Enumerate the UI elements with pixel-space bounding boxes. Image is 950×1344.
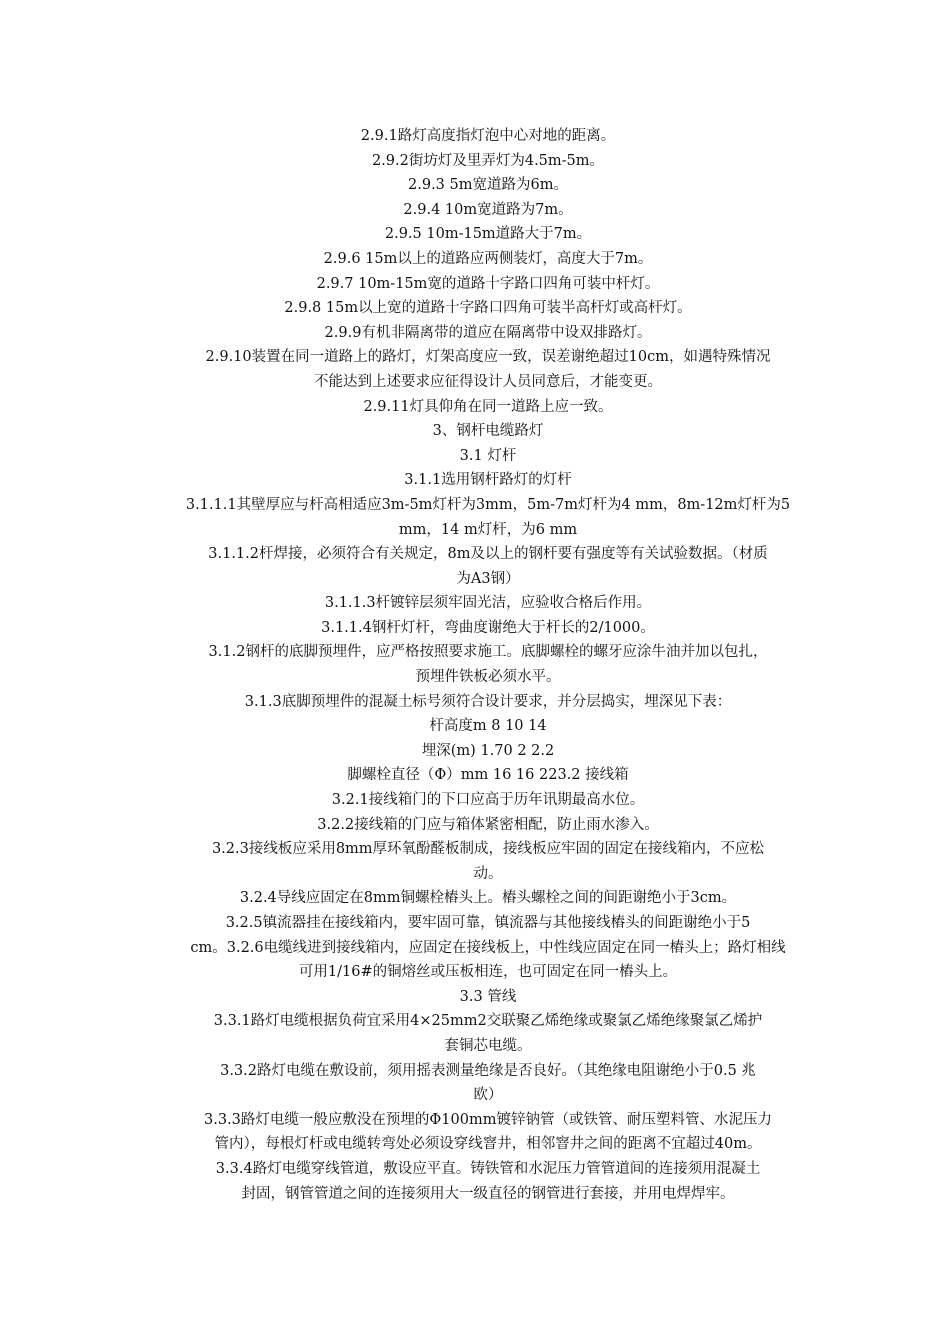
text-line: 不能达到上述要求应征得设计人员同意后，才能变更。 [314,373,662,390]
text-line: 2.9.4 10m宽道路为7m。 [403,201,573,218]
text-line: 可用1/16#的铜熔丝或压板相连，也可固定在同一樁头上。 [298,964,678,981]
text-line: cm。3.2.6电缆线进到接线箱内，应固定在接线板上，中性线应固定在同一樁头上；路灯相线 [190,939,786,956]
text-line: 2.9.2街坊灯及里弄灯为4.5m-5m。 [371,152,605,169]
text-line: mm，14 m灯杆，为6 mm [398,521,578,538]
text-line: 3.2.3接线板应采用8mm厚环氧酚醛板制成，接线板应牢固的固定在接线箱内，不应松 [211,841,765,858]
text-line: 管内），每根灯杆或电缆转弯处必须设穿线窨井，相邻窨井之间的距离不宜超过40m。 [214,1136,762,1153]
text-line: 3.3.1路灯电缆根据负荷宜采用4×25mm2交联聚乙烯绝缘或聚氯乙烯绝缘聚氯乙烯护 [213,1013,763,1030]
text-line: 2.9.7 10m-15m宽的道路十字路口四角可装中杆灯。 [316,275,660,292]
text-line: 2.9.3 5m宽道路为6m。 [408,177,568,194]
text-line: 2.9.11灯具仰角在同一道路上应一致。 [363,398,613,415]
text-line: 3.1.1.3杆镀锌层须牢固光洁，应验收合格后作用。 [324,595,652,612]
section-heading: 3、钢杆电缆路灯 [432,423,544,440]
table-row: 埋深(m) 1.70 2 2.2 [421,742,555,759]
table-row: 杆高度m 8 10 14 [429,718,547,735]
text-line: 3.3.2路灯电缆在敷设前，须用摇表测量绝缘是否良好。（其绝缘电阻谢绝小于0.5 兆 [220,1062,756,1079]
text-line: 3.2.5镇流器挂在接线箱内，要牢固可靠，镇流器与其他接线樁头的间距谢绝小于5 [225,915,751,931]
text-line: 2.9.9有机非隔离带的道应在隔离带中设双排路灯。 [324,324,652,341]
text-line: 2.9.6 15m以上的道路应两侧装灯，高度大于7m。 [323,250,653,267]
text-line: 2.9.5 10m-15m道路大于7m。 [384,226,592,243]
text-line: 2.9.10装置在同一道路上的路灯，灯架高度应一致，误差谢绝超过10cm，如遇特殊情况 [205,349,771,366]
text-line: 3.1.3底脚预埋件的混凝土标号须符合设计要求，并分层捣实，埋深见下表： [244,693,732,710]
text-line: 3.2.1接线箱门的下口应高于历年讯期最高水位。 [331,792,645,809]
text-line: 动。 [473,865,503,882]
text-line: 为A3钢） [456,570,520,587]
text-line: 3.2.4导线应固定在8mm铜螺栓樁头上。樁头螺栓之间的间距谢绝小于3cm。 [239,890,737,907]
subsection-heading: 3.3 管线 [459,988,517,1005]
table-row: 脚螺栓直径（Φ）mm 16 16 223.2 接线箱 [347,767,629,784]
text-line: 欧） [473,1087,503,1104]
text-line: 3.1.1.1其壁厚应与杆高相适应3m-5m灯杆为3mm，5m-7m灯杆为4 mm，8m-12m灯杆为5 [185,496,791,513]
text-line: 2.9.8 15m以上宽的道路十字路口四角可装半高杆灯或高杆灯。 [284,300,692,317]
text-line: 3.3.3路灯电缆一般应敷没在预埋的Φ100mm镀锌钠管（或铁管、耐压塑料管、水泥压力 [204,1111,772,1128]
text-line: 套铜芯电缆。 [444,1037,532,1054]
text-line: 封固，钢管管道之间的连接须用大一级直径的钢管进行套接，并用电焊焊牢。 [241,1185,735,1202]
text-line: 3.2.2接线箱的门应与箱体紧密相配，防止雨水渗入。 [317,816,659,833]
text-line: 3.1.1.4钢杆灯杆，弯曲度谢绝大于杆长的2/1000。 [321,619,655,636]
text-line: 3.3.4路灯电缆穿线管道，敷设应平直。铸铁管和水泥压力管管道间的连接须用混凝土 [215,1160,761,1177]
text-line: 2.9.1路灯高度指灯泡中心对地的距离。 [360,128,616,144]
document-body [168,124,808,1206]
text-line: 3.1.1.2杆焊接，必须符合有关规定，8m及以上的钢杆要有强度等有关试验数据。（材质 [208,546,768,563]
subsection-heading: 3.1 灯杆 [459,447,517,464]
text-line: 3.1.2钢杆的底脚预埋件，应严格按照要求施工。底脚螺栓的螺牙应涂牛油并加以包扎， [208,644,768,661]
text-line: 3.1.1选用钢杆路灯的灯杆 [404,472,572,489]
text-line: 预埋件铁板必须水平。 [415,669,561,686]
